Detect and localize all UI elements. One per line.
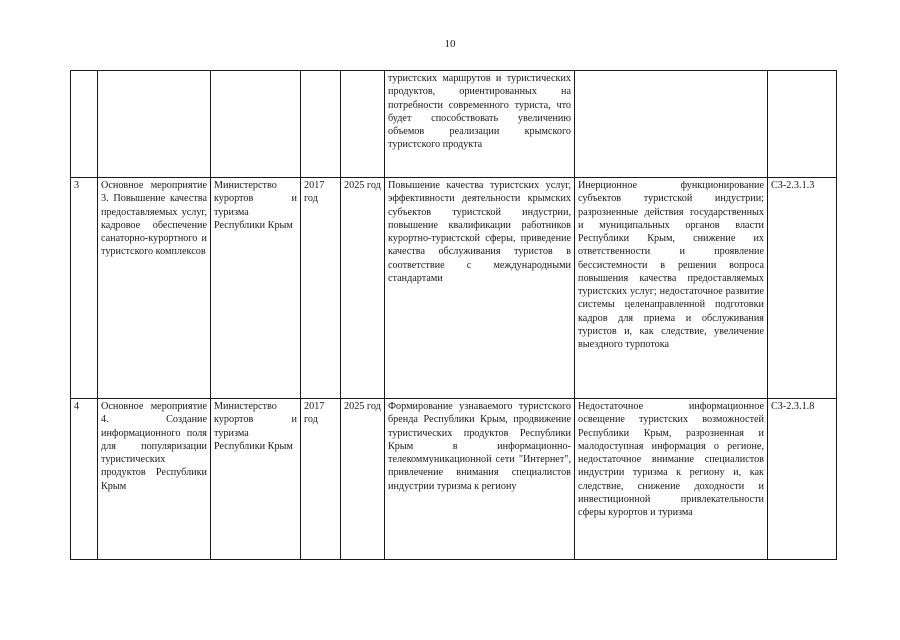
- cell-consequences: Инерционное функционирование субъектов туристской индустрии; разрозненные действия государственных и муниципальных органов власти Республики Крым, снижение их ответственности и проявление бессистемности в решении вопроса повышения качества предоставляемых туристских услуг; недостаточное развитие системы целенаправленной подготовки кадров для приема и обслуживания туристов и, как следствие, увеличение выездного турпотока: [575, 178, 768, 399]
- cell-executor: Министерство курортов и туризма Республики Крым: [211, 399, 301, 560]
- cell-consequences: [575, 71, 768, 178]
- cell-end: 2025 год: [341, 178, 385, 399]
- cell-start: 2017 год: [301, 399, 341, 560]
- cell-number: [71, 71, 98, 178]
- cell-start: 2017 год: [301, 178, 341, 399]
- cell-number: 4: [71, 399, 98, 560]
- page-number: 10: [444, 38, 456, 50]
- cell-executor: Министерство курортов и туризма Республики Крым: [211, 178, 301, 399]
- cell-number: 3: [71, 178, 98, 399]
- table-row: [71, 71, 837, 178]
- table-row: [71, 178, 837, 399]
- cell-link: СЗ-2.3.1.3: [768, 178, 837, 399]
- cell-result: Повышение качества туристских услуг, эффективности деятельности крымских субъектов туристской индустрии, повышение квалификации работников курортно-туристской сферы, приведение качества обслуживания туристов в соответствие с международными стандартами: [385, 178, 575, 399]
- cell-measure: [98, 71, 211, 178]
- table-row: [71, 399, 837, 560]
- cell-executor: [211, 71, 301, 178]
- measures-table: [70, 70, 837, 560]
- cell-measure: Основное мероприятие 4. Создание информационного поля для популяризации туристических продуктов Республики Крым: [98, 399, 211, 560]
- cell-measure: Основное мероприятие 3. Повышение качества предоставляемых услуг, кадровое обеспечение санаторно-курортного и туристского комплексов: [98, 178, 211, 399]
- cell-consequences: Недостаточное информационное освещение туристских возможностей Республики Крым, разрозненная и малодоступная информация о регионе, недостаточное внимание специалистов индустрии туризма к региону и, как следствие, снижение доходности и инвестиционной привлекательности сферы курортов и туризма: [575, 399, 768, 560]
- cell-link: СЗ-2.3.1.8: [768, 399, 837, 560]
- cell-link: [768, 71, 837, 178]
- cell-result: туристских маршрутов и туристических продуктов, ориентированных на потребности современного туриста, что будет способствовать увеличению объемов реализации крымского туристского продукта: [385, 71, 575, 178]
- cell-end: 2025 год: [341, 399, 385, 560]
- cell-start: [301, 71, 341, 178]
- cell-result: Формирование узнаваемого туристского бренда Республики Крым, продвижение туристических продуктов Республики Крым в информационно-телекоммуникационной сети "Интернет", привлечение внимания специалистов индустрии туризма к региону: [385, 399, 575, 560]
- cell-end: [341, 71, 385, 178]
